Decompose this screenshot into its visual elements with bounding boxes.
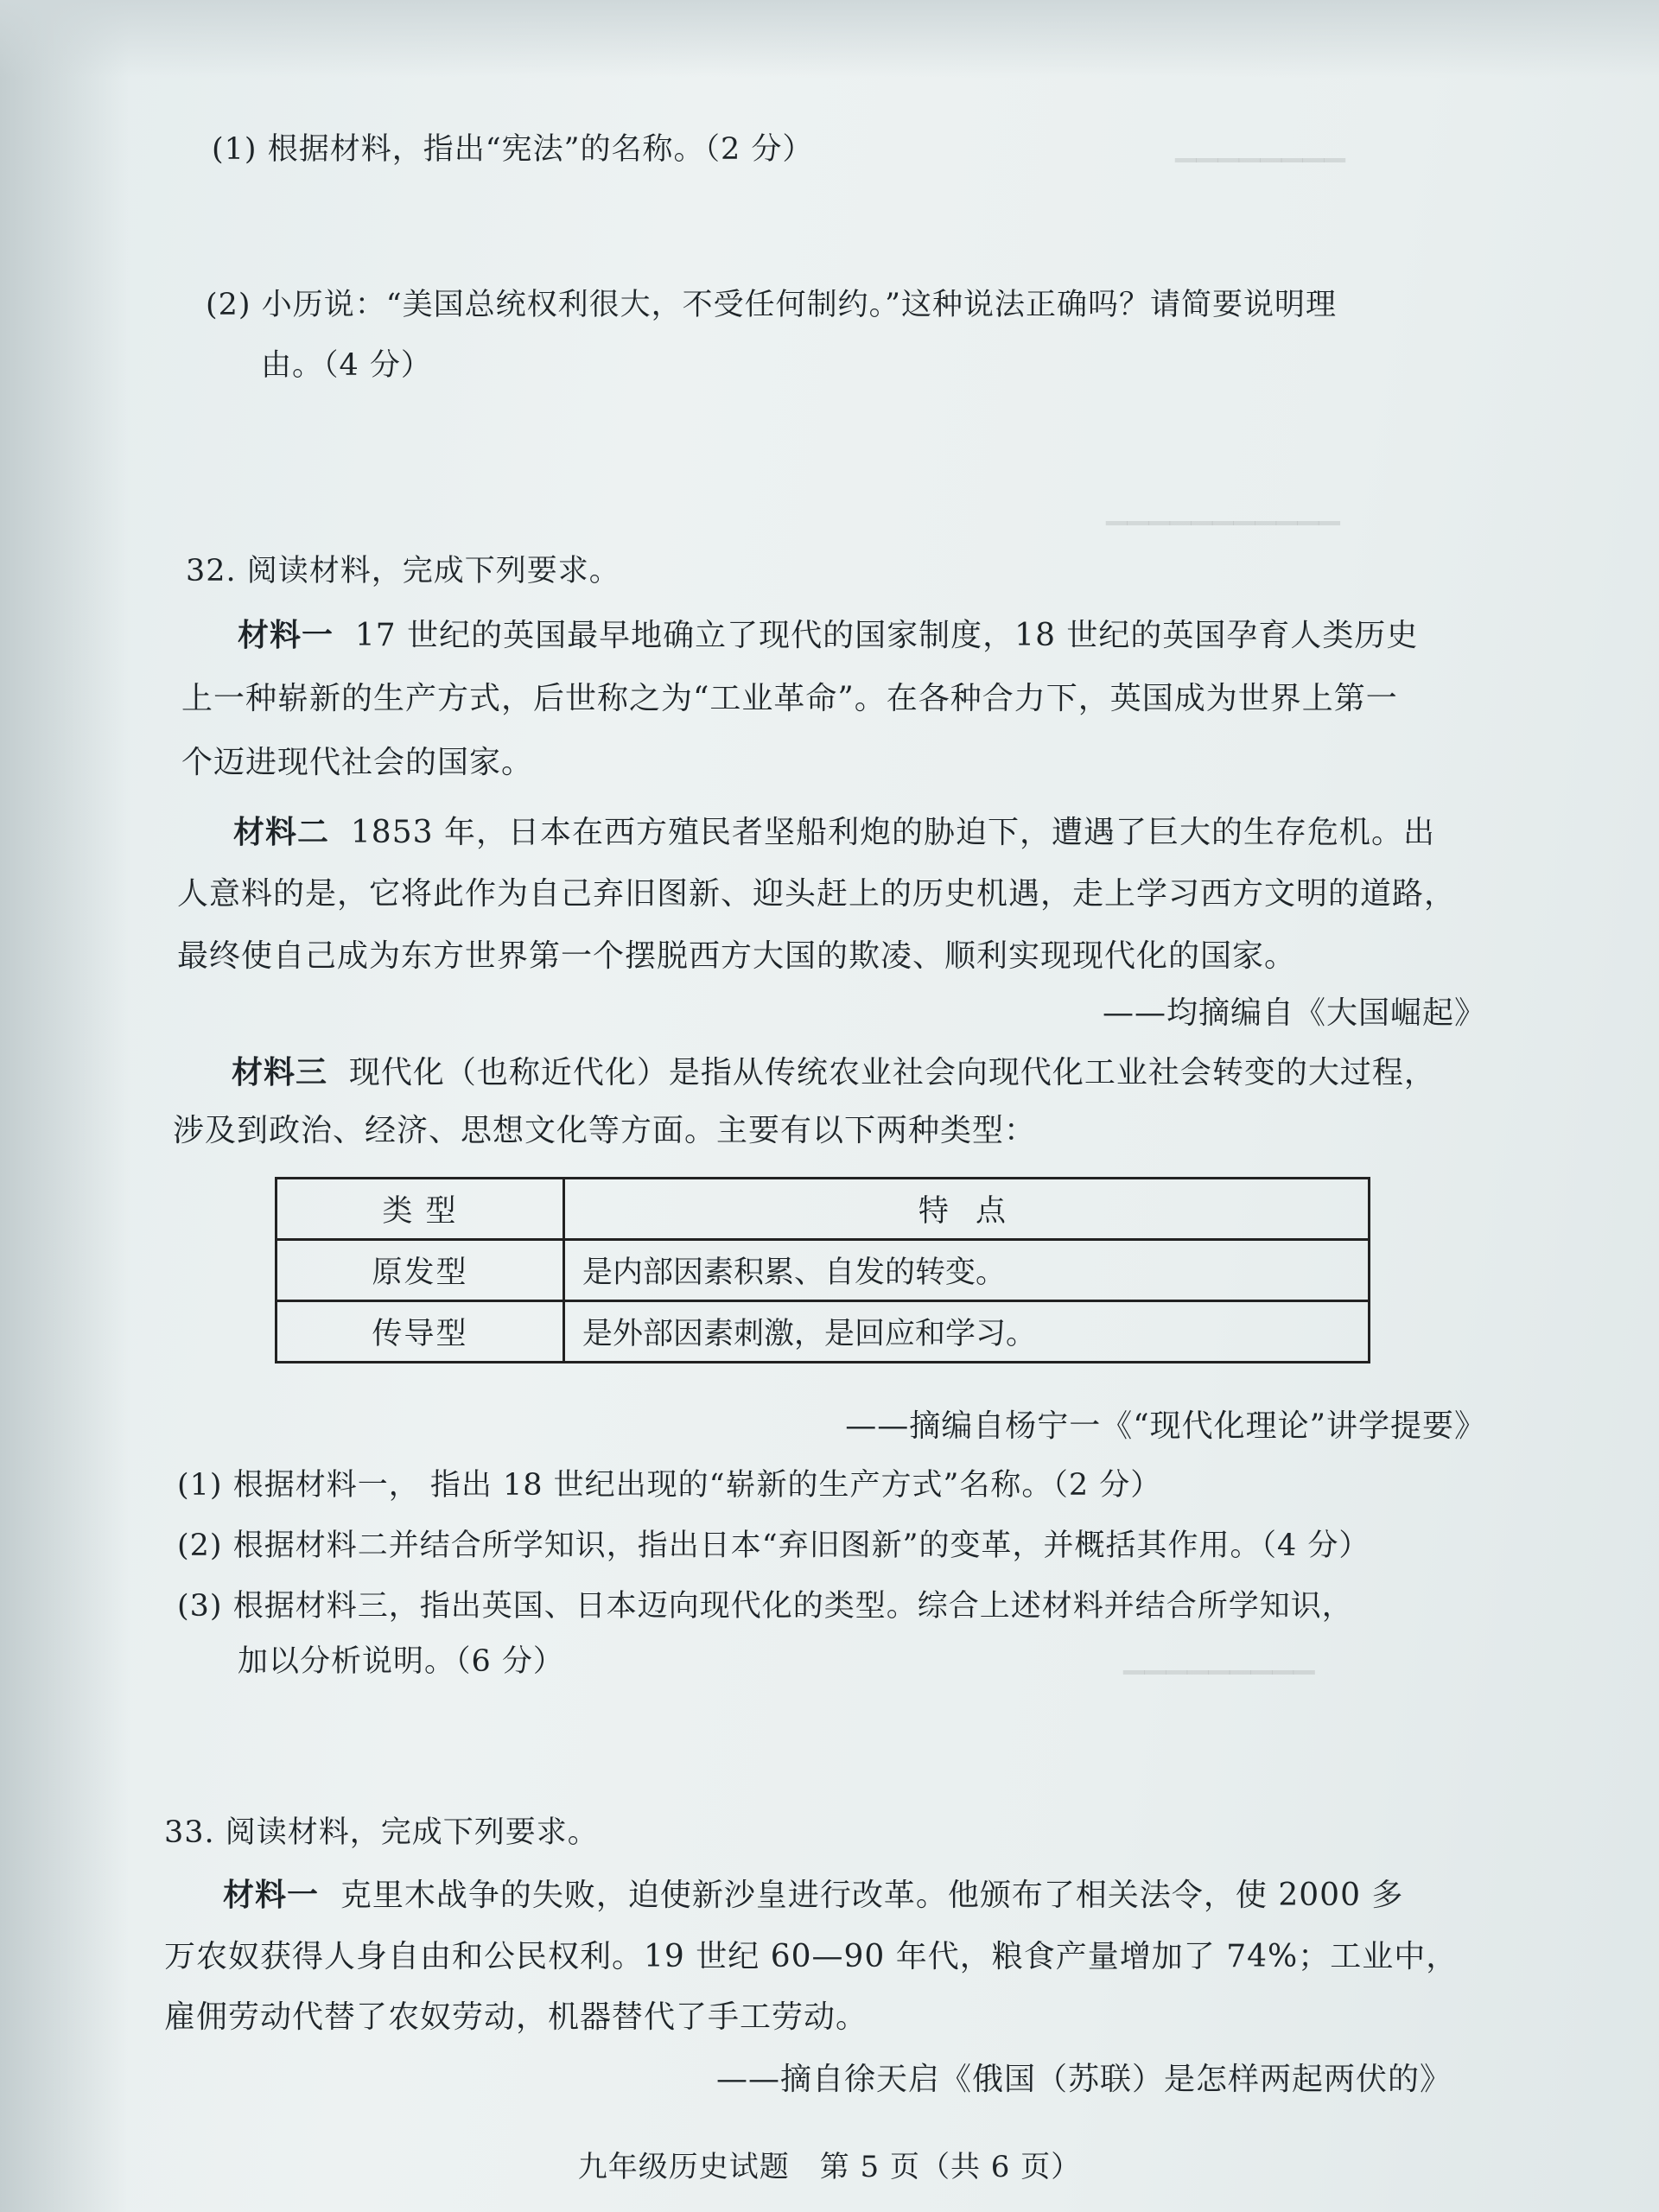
table-header-feature: 特 点	[564, 1179, 1370, 1240]
table-row	[276, 1301, 1370, 1363]
q33-material1-line3: 雇佣劳动代替了农奴劳动，机器替代了手工劳动。	[164, 1999, 868, 2035]
show-through-mark: ▁▁▁▁▁▁▁▁▁	[1123, 1642, 1315, 1675]
material-label: 材料二	[233, 814, 330, 850]
q32-material3-line1	[232, 1052, 1436, 1093]
page-footer: 九年级历史试题 第 5 页（共 6 页）	[577, 2150, 1082, 2184]
material-label: 材料一	[238, 617, 334, 653]
table-row	[276, 1240, 1370, 1301]
material-text: 1853 年，日本在西方殖民者坚船利炮的胁迫下，遭遇了巨大的生存危机。出	[350, 815, 1435, 850]
table-header-row	[276, 1179, 1370, 1240]
q33-stem: 33. 阅读材料，完成下列要求。	[164, 1815, 599, 1850]
q32-sub3-line1: (3) 根据材料三，指出英国、日本迈向现代化的类型。综合上述材料并结合所学知识，	[177, 1589, 1353, 1624]
show-through-mark: ▁▁▁▁▁▁▁▁	[1175, 130, 1345, 162]
modernization-types-table	[275, 1177, 1370, 1363]
material-label: 材料一	[223, 1877, 320, 1913]
table-cell-feature: 是内部因素积累、自发的转变。	[564, 1240, 1370, 1301]
material-text: 现代化（也称近代化）是指从传统农业社会向现代化工业社会转变的大过程，	[348, 1055, 1436, 1090]
show-through-mark: ▁▁▁▁▁▁▁▁▁▁▁	[1106, 493, 1340, 525]
q32-sub2: (2) 根据材料二并结合所学知识，指出日本“弃旧图新”的变革，并概括其作用。（4 分）	[177, 1529, 1370, 1563]
q31-sub2-line2: 由。（4 分）	[261, 348, 432, 383]
table-header-type: 类 型	[276, 1179, 564, 1240]
q32-material3-source: ——摘编自杨宁一《“现代化理论”讲学提要》	[845, 1408, 1486, 1444]
q33-material1-source: ——摘自徐天启《俄国（苏联）是怎样两起两伏的》	[715, 2062, 1452, 2097]
q32-material1-line2: 上一种崭新的生产方式，后世称之为“工业革命”。在各种合力下，英国成为世界上第一	[181, 681, 1398, 716]
table-cell-feature: 是外部因素刺激，是回应和学习。	[564, 1301, 1370, 1363]
q32-sub1: (1) 根据材料一， 指出 18 世纪出现的“崭新的生产方式”名称。（2 分）	[177, 1468, 1162, 1503]
q32-material2-source: ——均摘编自《大国崛起》	[1102, 995, 1486, 1031]
q32-material2-line2: 人意料的是，它将此作为自己弃旧图新、迎头赶上的历史机遇，走上学习西方文明的道路，	[177, 876, 1457, 912]
material-label: 材料三	[232, 1054, 328, 1090]
q33-material1-line1	[223, 1875, 1403, 1916]
q32-material1-line3: 个迈进现代社会的国家。	[181, 745, 534, 780]
q32-material2-line3: 最终使自己成为东方世界第一个摆脱西方大国的欺凌、顺利实现现代化的国家。	[177, 938, 1297, 974]
q32-material3-line2: 涉及到政治、经济、思想文化等方面。主要有以下两种类型：	[173, 1113, 1037, 1148]
q33-material1-line2: 万农奴获得人身自由和公民权利。19 世纪 60—90 年代，粮食产量增加了 74%；工业中，	[164, 1939, 1459, 1974]
material-text: 17 世纪的英国最早地确立了现代的国家制度，18 世纪的英国孕育人类历史	[354, 618, 1419, 653]
q31-sub1: (1) 根据材料，指出“宪法”的名称。（2 分）	[212, 132, 814, 167]
material-text: 克里木战争的失败，迫使新沙皇进行改革。他颁布了相关法令，使 2000 多	[340, 1878, 1404, 1913]
q32-material1-line1	[238, 615, 1418, 656]
q31-sub2-line1: (2) 小历说：“美国总统权利很大，不受任何制约。”这种说法正确吗？请简要说明理	[206, 288, 1337, 322]
q32-stem: 32. 阅读材料，完成下列要求。	[186, 554, 620, 588]
q32-sub3-line2: 加以分析说明。（6 分）	[238, 1644, 564, 1679]
q32-material2-line1	[233, 812, 1435, 853]
table-cell-type: 原发型	[276, 1240, 564, 1301]
table-cell-type: 传导型	[276, 1301, 564, 1363]
